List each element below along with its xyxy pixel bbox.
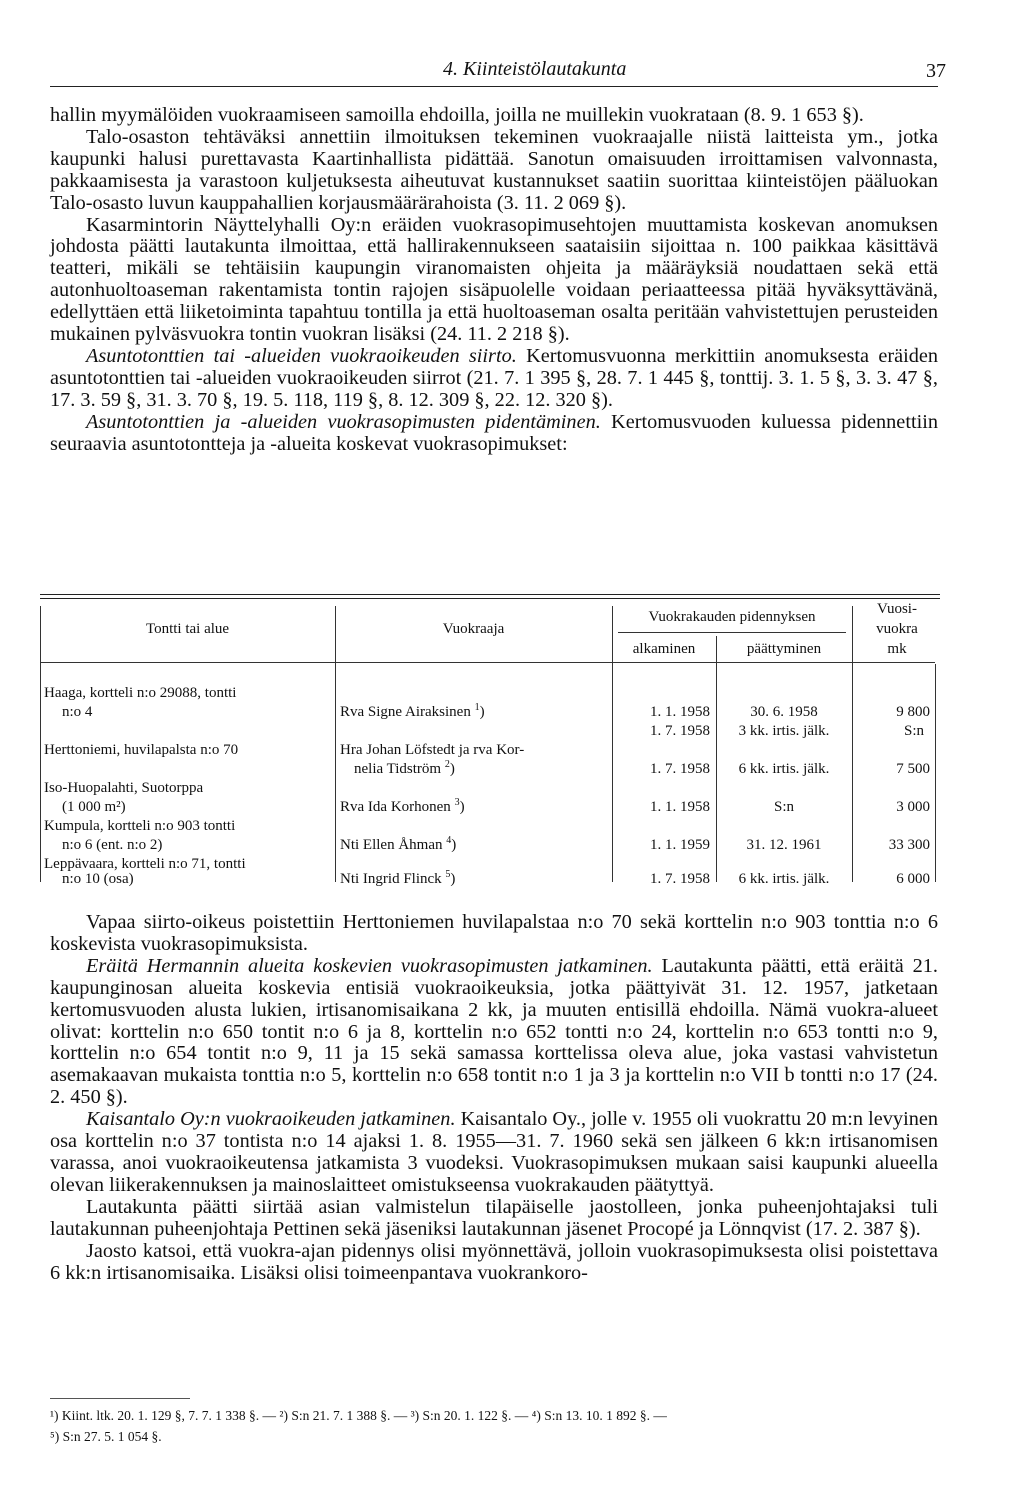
table-cell-rent: S:n — [903, 723, 924, 739]
paragraph: Vapaa siirto-oikeus poistettiin Herttoniemen huvilapalstaa n:o 70 sekä korttelin n:o 903 tonttia n:o 6 koskevista vuokrasopimuksista. — [50, 911, 938, 955]
paragraph: Talo-osaston tehtäväksi annettiin ilmoituksen tekeminen vuokraajalle niistä laitteista ym., jotka kaupunki halusi purettavasta Kaartinhallista pidättää. Sanotun omaisuuden irroittamisen valvonnasta, pakkaamisesta ja varastoon kuljetuksesta aiheutuvat kustannukset saatiin suorittaa kiinteistöjen pääluokan Talo-osasto luvun kauppahallien korjausmäärärahoista (3. 11. 2 069 §). — [50, 125, 938, 214]
section-heading: Eräitä Hermannin alueita koskevien vuokrasopimusten jatkaminen. — [86, 954, 653, 977]
column-divider — [335, 606, 336, 882]
table-cell-end: 6 kk. irtis. jälk. — [738, 761, 830, 777]
column-header-rent: Vuosi- — [877, 601, 917, 617]
table-cell-rent: 3 000 — [896, 799, 930, 815]
table-cell-plot: Iso-Huopalahti, Suotorppa — [44, 780, 204, 796]
column-header-plot: Tontti tai alue — [145, 621, 230, 637]
table-cell-tenant: nelia Tidström $^2$) — [354, 759, 455, 777]
column-header-rent-unit: mk — [887, 641, 907, 657]
column-header-extension: Vuokrakauden pidennyksen — [648, 609, 816, 625]
header-divider — [618, 632, 846, 633]
table-border — [935, 664, 936, 882]
table-cell-tenant: Rva Signe Airaksinen $^1$) — [340, 702, 485, 720]
table-cell-start: 1. 1. 1959 — [650, 837, 710, 853]
section-heading: Asuntotonttien ja -alueiden vuokrasopimusten pidentäminen. — [86, 410, 601, 433]
table-cell-plot: n:o 10 (osa) — [62, 871, 134, 887]
table-top-rule — [40, 594, 940, 595]
table-cell-rent: 9 800 — [896, 704, 930, 720]
body-text-bottom — [50, 912, 938, 1284]
section-text: Kertomusvuoden kuluessa pidennettiin seuraavia asuntotontteja ja -alueita koskevat vuokrasopimukset: — [50, 410, 938, 455]
footnotes — [50, 1405, 938, 1447]
table-cell-start: 1. 7. 1958 — [650, 871, 710, 887]
section-text: Kertomusvuonna merkittiin anomuksesta eräiden asuntotonttien tai -alueiden vuokraoikeuden siirrot (21. 7. 1 395 §, 28. 7. 1 445 §, tonttij. 3. 1. 5 §, 3. 3. 47 §, 17. 3. 59 §, 31. 3. 70 §, 19. 5. 118, 119 §, 8. 12. 309 §, 22. 12. 320 §). — [50, 344, 938, 411]
table-border — [40, 606, 41, 882]
table-cell-start: 1. 7. 1958 — [650, 723, 710, 739]
table-cell-end: S:n — [773, 799, 794, 815]
table-cell-start: 1. 7. 1958 — [650, 761, 710, 777]
table-cell-plot: Herttoniemi, huvilapalsta n:o 70 — [44, 742, 239, 758]
paragraph: Kasarmintorin Näyttelyhalli Oy:n eräiden vuokrasopimusehtojen muuttamista koskevan anomuksen johdosta päätti lautakunta ilmoittaa, että hallirakennukseen saataisiin sijoittaa n. 100 paikkaa käsittävä teatteri, mikäli se tehtäisiin kaupungin viranomaisten ohjeita ja määräyksiä noudattaen sekä että autonhuoltoaseman rakentamista tontin rajojen sisäpuolelle voidaan periaatteessa pitää hyväksyttävänä, edellyttäen että liiketoiminta tapahtuu tontilla ja että huoltoaseman osalta peritään vahvistettujen perusteiden mukainen pylväsvuokra tontin vuokran lisäksi (24. 11. 2 218 §). — [50, 213, 938, 346]
table-cell-tenant: Rva Ida Korhonen $^3$) — [340, 797, 465, 815]
footnote-line: ⁵) S:n 27. 5. 1 054 §. — [50, 1429, 162, 1444]
table-cell-rent: 33 300 — [888, 837, 930, 853]
table-cell-end: 31. 12. 1961 — [746, 837, 822, 853]
table-top-rule — [40, 598, 940, 599]
table-cell-plot: n:o 4 — [62, 704, 93, 720]
table-cell-tenant: Nti Ellen Åhman $^4$) — [340, 835, 457, 853]
table-cell-end: 6 kk. irtis. jälk. — [738, 871, 830, 887]
page-number: 37 — [926, 60, 946, 82]
paragraph — [50, 956, 938, 1109]
table-cell-plot: Haaga, kortteli n:o 29088, tontti — [44, 685, 237, 701]
paragraph: Jaosto katsoi, että vuokra-ajan pidennys olisi myönnettävä, jolloin vuokrasopimuksesta olisi poistettava 6 kk:n irtisanomisaika. Lisäksi olisi toimeenpantava vuokrankoro- — [50, 1239, 938, 1284]
section-heading: Kaisantalo Oy:n vuokraoikeuden jatkaminen. — [86, 1108, 456, 1131]
paragraph — [50, 346, 938, 412]
paragraph: Lautakunta päätti siirtää asian valmistelun tilapäiselle jaostolleen, jonka puheenjohtajaksi tuli lautakunnan puheenjohtaja Pettinen sekä jäseniksi lautakunnan jäsenet Procopé ja Lönnqvist (17. 2. 387 §). — [50, 1195, 938, 1240]
table-cell-plot: n:o 6 (ent. n:o 2) — [62, 837, 163, 853]
table-cell-start: 1. 1. 1958 — [650, 799, 710, 815]
column-header-rent: vuokra — [876, 621, 918, 637]
body-text-top — [50, 105, 938, 456]
paragraph: hallin myymälöiden vuokraamiseen samoilla ehdoilla, joilla ne muillekin vuokrataan (8. 9. 1 653 §). — [50, 104, 864, 126]
column-header-tenant: Vuokraaja — [442, 621, 505, 637]
header-bottom-rule — [40, 662, 935, 663]
paragraph — [50, 1109, 938, 1197]
table-cell-plot: Kumpula, kortteli n:o 903 tontti — [44, 818, 236, 834]
footnote-line: ¹) Kiint. ltk. 20. 1. 129 §, 7. 7. 1 338 §. — ²) S:n 21. 7. 1 388 §. — ³) S:n 20. 1. 122 §. — ⁴) S:n 13. 10. 1 892 §. — — [50, 1408, 667, 1423]
running-header — [50, 58, 946, 87]
table-cell-plot: Leppävaara, kortteli n:o 71, tontti — [44, 856, 246, 872]
table-cell-end: 30. 6. 1958 — [750, 704, 818, 720]
section-text: Kaisantalo Oy., jolle v. 1955 oli vuokrattu 20 m:n levyinen osa korttelin n:o 37 tontista n:o 14 ajaksi 1. 8. 1955—31. 7. 1960 sekä sen jälkeen 6 kk:n irtisanomisen varassa, anoi vuokraoikeutensa jatkamista 3 vuodeksi. Vuokrasopimuksen mukaan saisi kaupunki alueella olevan liikerakennuksen ja mainoslaitteet omistukseensa vuokrakauden päätyttyä. — [50, 1108, 938, 1196]
table-cell-rent: 6 000 — [896, 871, 930, 887]
table-cell-rent: 7 500 — [896, 761, 930, 777]
section-heading: Asuntotonttien tai -alueiden vuokraoikeuden siirto. — [86, 344, 517, 367]
table-cell-tenant: Nti Ingrid Flinck $^5$) — [340, 869, 456, 887]
table-cell-tenant: Hra Johan Löfstedt ja rva Kor- — [340, 742, 525, 758]
lease-table — [40, 594, 940, 890]
chapter-title: 4. Kiinteistölautakunta — [443, 58, 627, 80]
table-cell-start: 1. 1. 1958 — [650, 704, 710, 720]
column-header-start: alkaminen — [632, 641, 696, 657]
section-text: Lautakunta päätti, että eräitä 21. kaupunginosan alueita koskevia entisiä vuokraoikeuksia, jotka päättyivät 31. 12. 1957, jatketaan kertomusvuoden alusta lukien, irtisanomisaikana 2 kk, ja muuten entisillä ehdoilla. Nämä vuokra-alueet olivat: korttelin n:o 650 tontit n:o 6 ja 8, korttelin n:o 652 tontti n:o 24, korttelin n:o 653 tontti n:o 9, korttelin n:o 654 tontit n:o 9, 11 ja 15 sekä samassa korttelissa oleva alue, joka vastasi vahvistetun asemakaavan mukaista tonttia n:o 5, korttelin n:o 658 tontit n:o 1 ja 3 ja korttelin n:o VII b tontti n:o 17 (24. 2. 450 §). — [50, 954, 938, 1109]
column-header-end: päättyminen — [746, 641, 822, 657]
table-cell-plot: (1 000 m²) — [62, 799, 126, 815]
paragraph — [50, 412, 938, 456]
footnote-rule — [50, 1398, 190, 1399]
table-cell-end: 3 kk. irtis. jälk. — [738, 723, 830, 739]
